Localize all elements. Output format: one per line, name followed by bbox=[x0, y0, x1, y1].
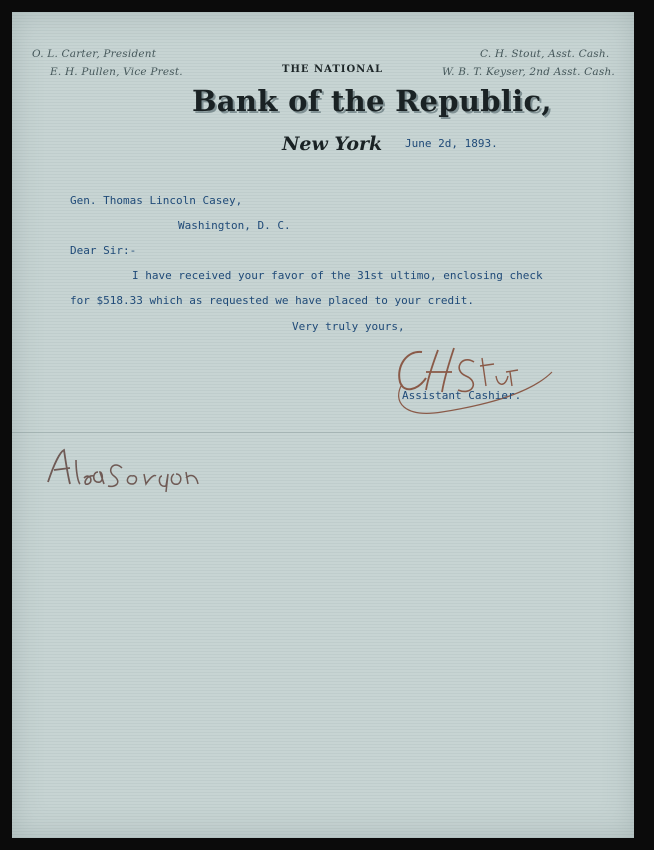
salutation: Dear Sir:- bbox=[70, 244, 137, 257]
letter-date: June 2d, 1893. bbox=[405, 137, 498, 150]
officer-vice-president: E. H. Pullen, Vice Prest. bbox=[50, 66, 183, 78]
fold-line bbox=[12, 432, 634, 433]
letterhead-city: New York bbox=[282, 133, 383, 155]
officer-second-assistant-cashier: W. B. T. Keyser, 2nd Asst. Cash. bbox=[442, 66, 615, 78]
officer-president: O. L. Carter, President bbox=[32, 48, 157, 60]
body-line-2: for $518.33 which as requested we have placed to your credit. bbox=[70, 294, 474, 307]
cashier-signature bbox=[382, 332, 582, 422]
the-national-heading: THE NATIONAL bbox=[282, 64, 384, 75]
bank-name: Bank of the Republic, bbox=[192, 84, 552, 118]
body-line-1: I have received your favor of the 31st ultimo, enclosing check bbox=[132, 269, 543, 282]
recipient-city: Washington, D. C. bbox=[178, 219, 291, 232]
handwritten-note bbox=[40, 442, 260, 492]
letter-paper bbox=[12, 12, 634, 838]
recipient-name: Gen. Thomas Lincoln Casey, bbox=[70, 194, 243, 207]
closing: Very truly yours, bbox=[292, 320, 405, 333]
signer-title: Assistant Cashier. bbox=[402, 389, 522, 402]
officer-assistant-cashier: C. H. Stout, Asst. Cash. bbox=[480, 48, 610, 60]
